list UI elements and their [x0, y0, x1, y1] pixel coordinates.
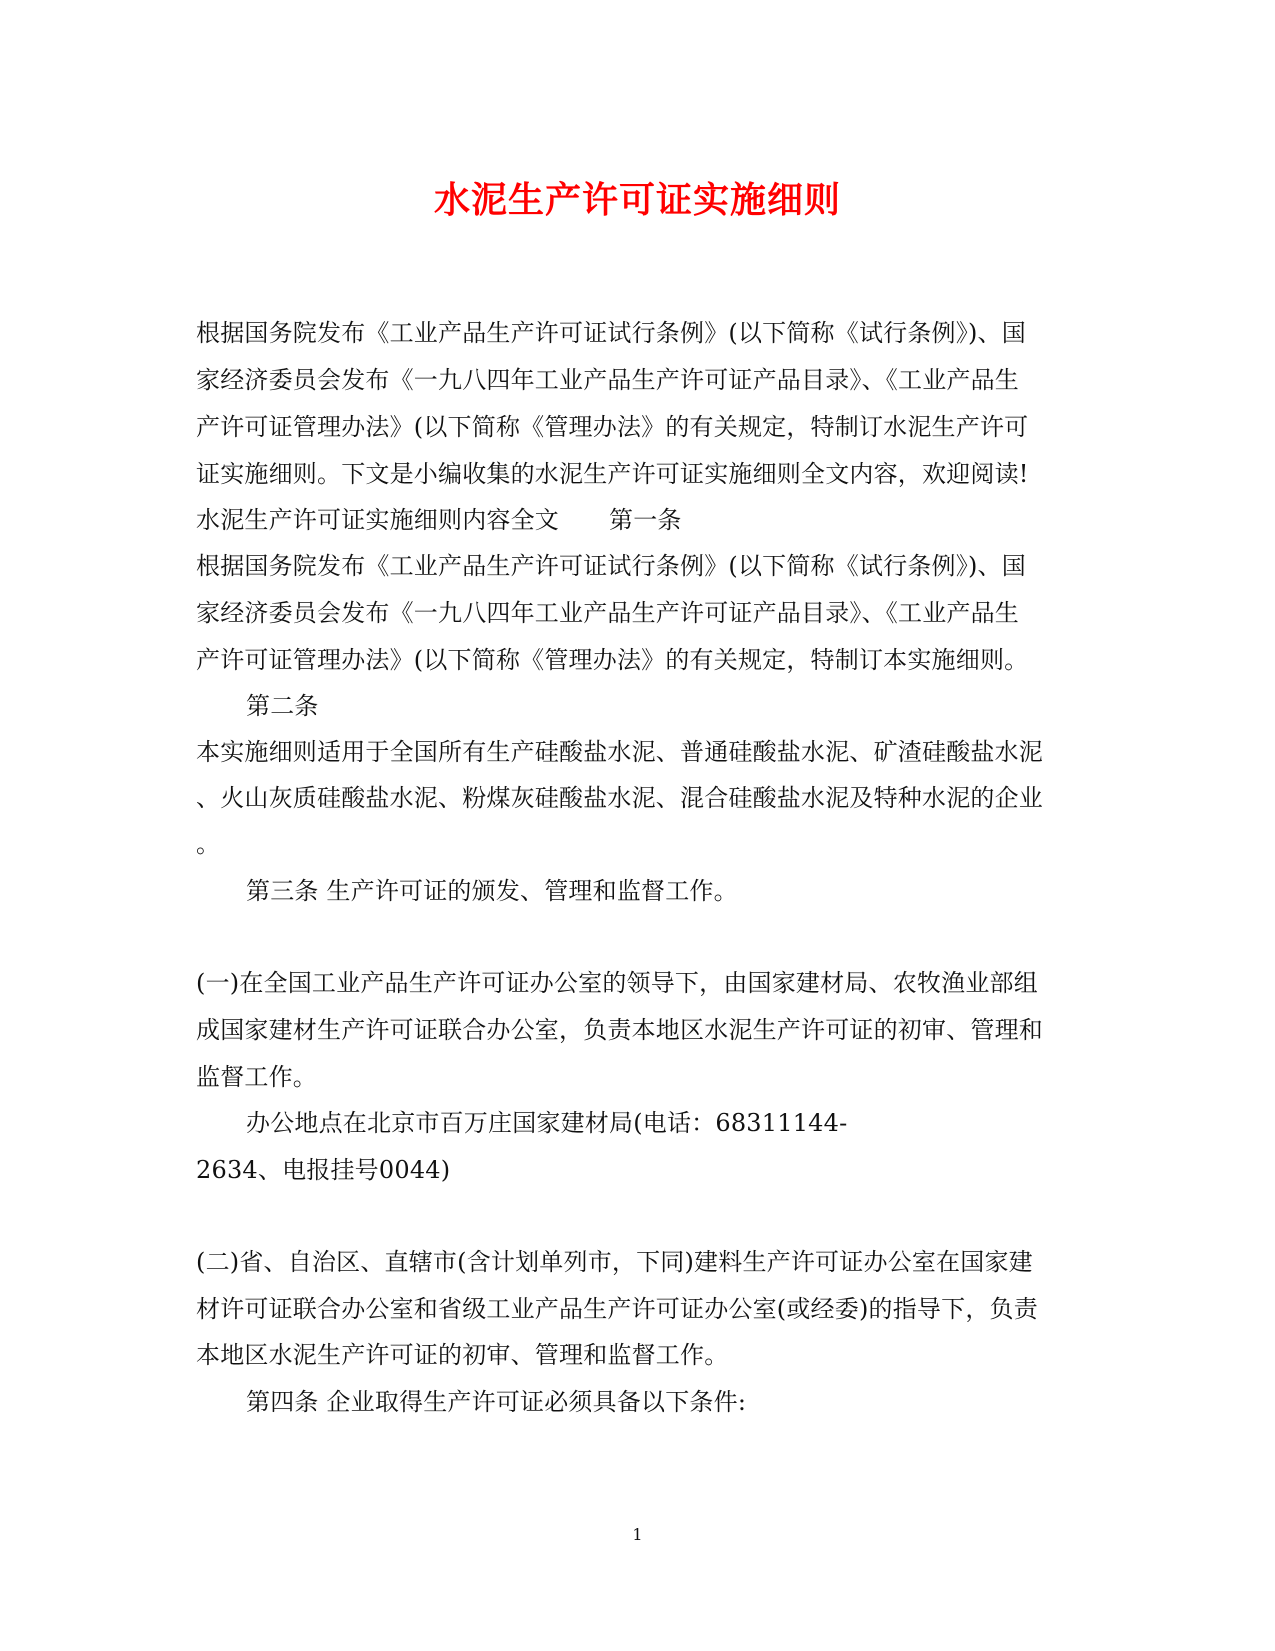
article-2-line: 本实施细则适用于全国所有生产硅酸盐水泥、普通硅酸盐水泥、矿渣硅酸盐水泥 — [196, 738, 1043, 766]
item-2-line: (二)省、自治区、直辖市(含计划单列市，下同)建料生产许可证办公室在国家建 — [196, 1248, 1033, 1276]
item-1-line: 监督工作。 — [196, 1063, 317, 1091]
office-line: 办公地点在北京市百万庄国家建材局(电话：68311144- — [246, 1109, 848, 1137]
intro-line: 证实施细则。下文是小编收集的水泥生产许可证实施细则全文内容，欢迎阅读! — [196, 460, 1029, 488]
article-3-line: 第三条 生产许可证的颁发、管理和监督工作。 — [246, 877, 738, 905]
article-1-line: 根据国务院发布《工业产品生产许可证试行条例》(以下简称《试行条例》)、国 — [196, 552, 1026, 580]
article-2-label: 第二条 — [246, 692, 319, 720]
article-2-line: 、火山灰质硅酸盐水泥、粉煤灰硅酸盐水泥、混合硅酸盐水泥及特种水泥的企业 — [196, 784, 1043, 812]
intro-line: 家经济委员会发布《一九八四年工业产品生产许可证产品目录》、《工业产品生 — [196, 366, 1019, 394]
item-2-line: 材许可证联合办公室和省级工业产品生产许可证办公室(或经委)的指导下，负责 — [196, 1295, 1038, 1323]
item-1-line: (一)在全国工业产品生产许可证办公室的领导下，由国家建材局、农牧渔业部组 — [196, 969, 1038, 997]
article-1-line: 产许可证管理办法》(以下简称《管理办法》的有关规定，特制订本实施细则。 — [196, 646, 1029, 674]
article-2-line: 。 — [196, 830, 221, 858]
full-text-heading-line — [196, 505, 682, 535]
article-4-line: 第四条 企业取得生产许可证必须具备以下条件: — [246, 1388, 747, 1416]
intro-line: 根据国务院发布《工业产品生产许可证试行条例》(以下简称《试行条例》)、国 — [196, 319, 1026, 347]
item-1-line: 成国家建材生产许可证联合办公室，负责本地区水泥生产许可证的初审、管理和 — [196, 1016, 1043, 1044]
item-2-line: 本地区水泥生产许可证的初审、管理和监督工作。 — [196, 1341, 729, 1369]
article-1-label: 第一条 — [609, 506, 682, 534]
article-1-line: 家经济委员会发布《一九八四年工业产品生产许可证产品目录》、《工业产品生 — [196, 599, 1019, 627]
intro-line: 产许可证管理办法》(以下简称《管理办法》的有关规定，特制订水泥生产许可 — [196, 413, 1029, 441]
full-text-heading: 水泥生产许可证实施细则内容全文 — [196, 506, 559, 534]
document-title: 水泥生产许可证实施细则 — [433, 179, 841, 221]
office-line: 2634、电报挂号0044) — [196, 1156, 451, 1184]
page-number: 1 — [632, 1525, 643, 1544]
